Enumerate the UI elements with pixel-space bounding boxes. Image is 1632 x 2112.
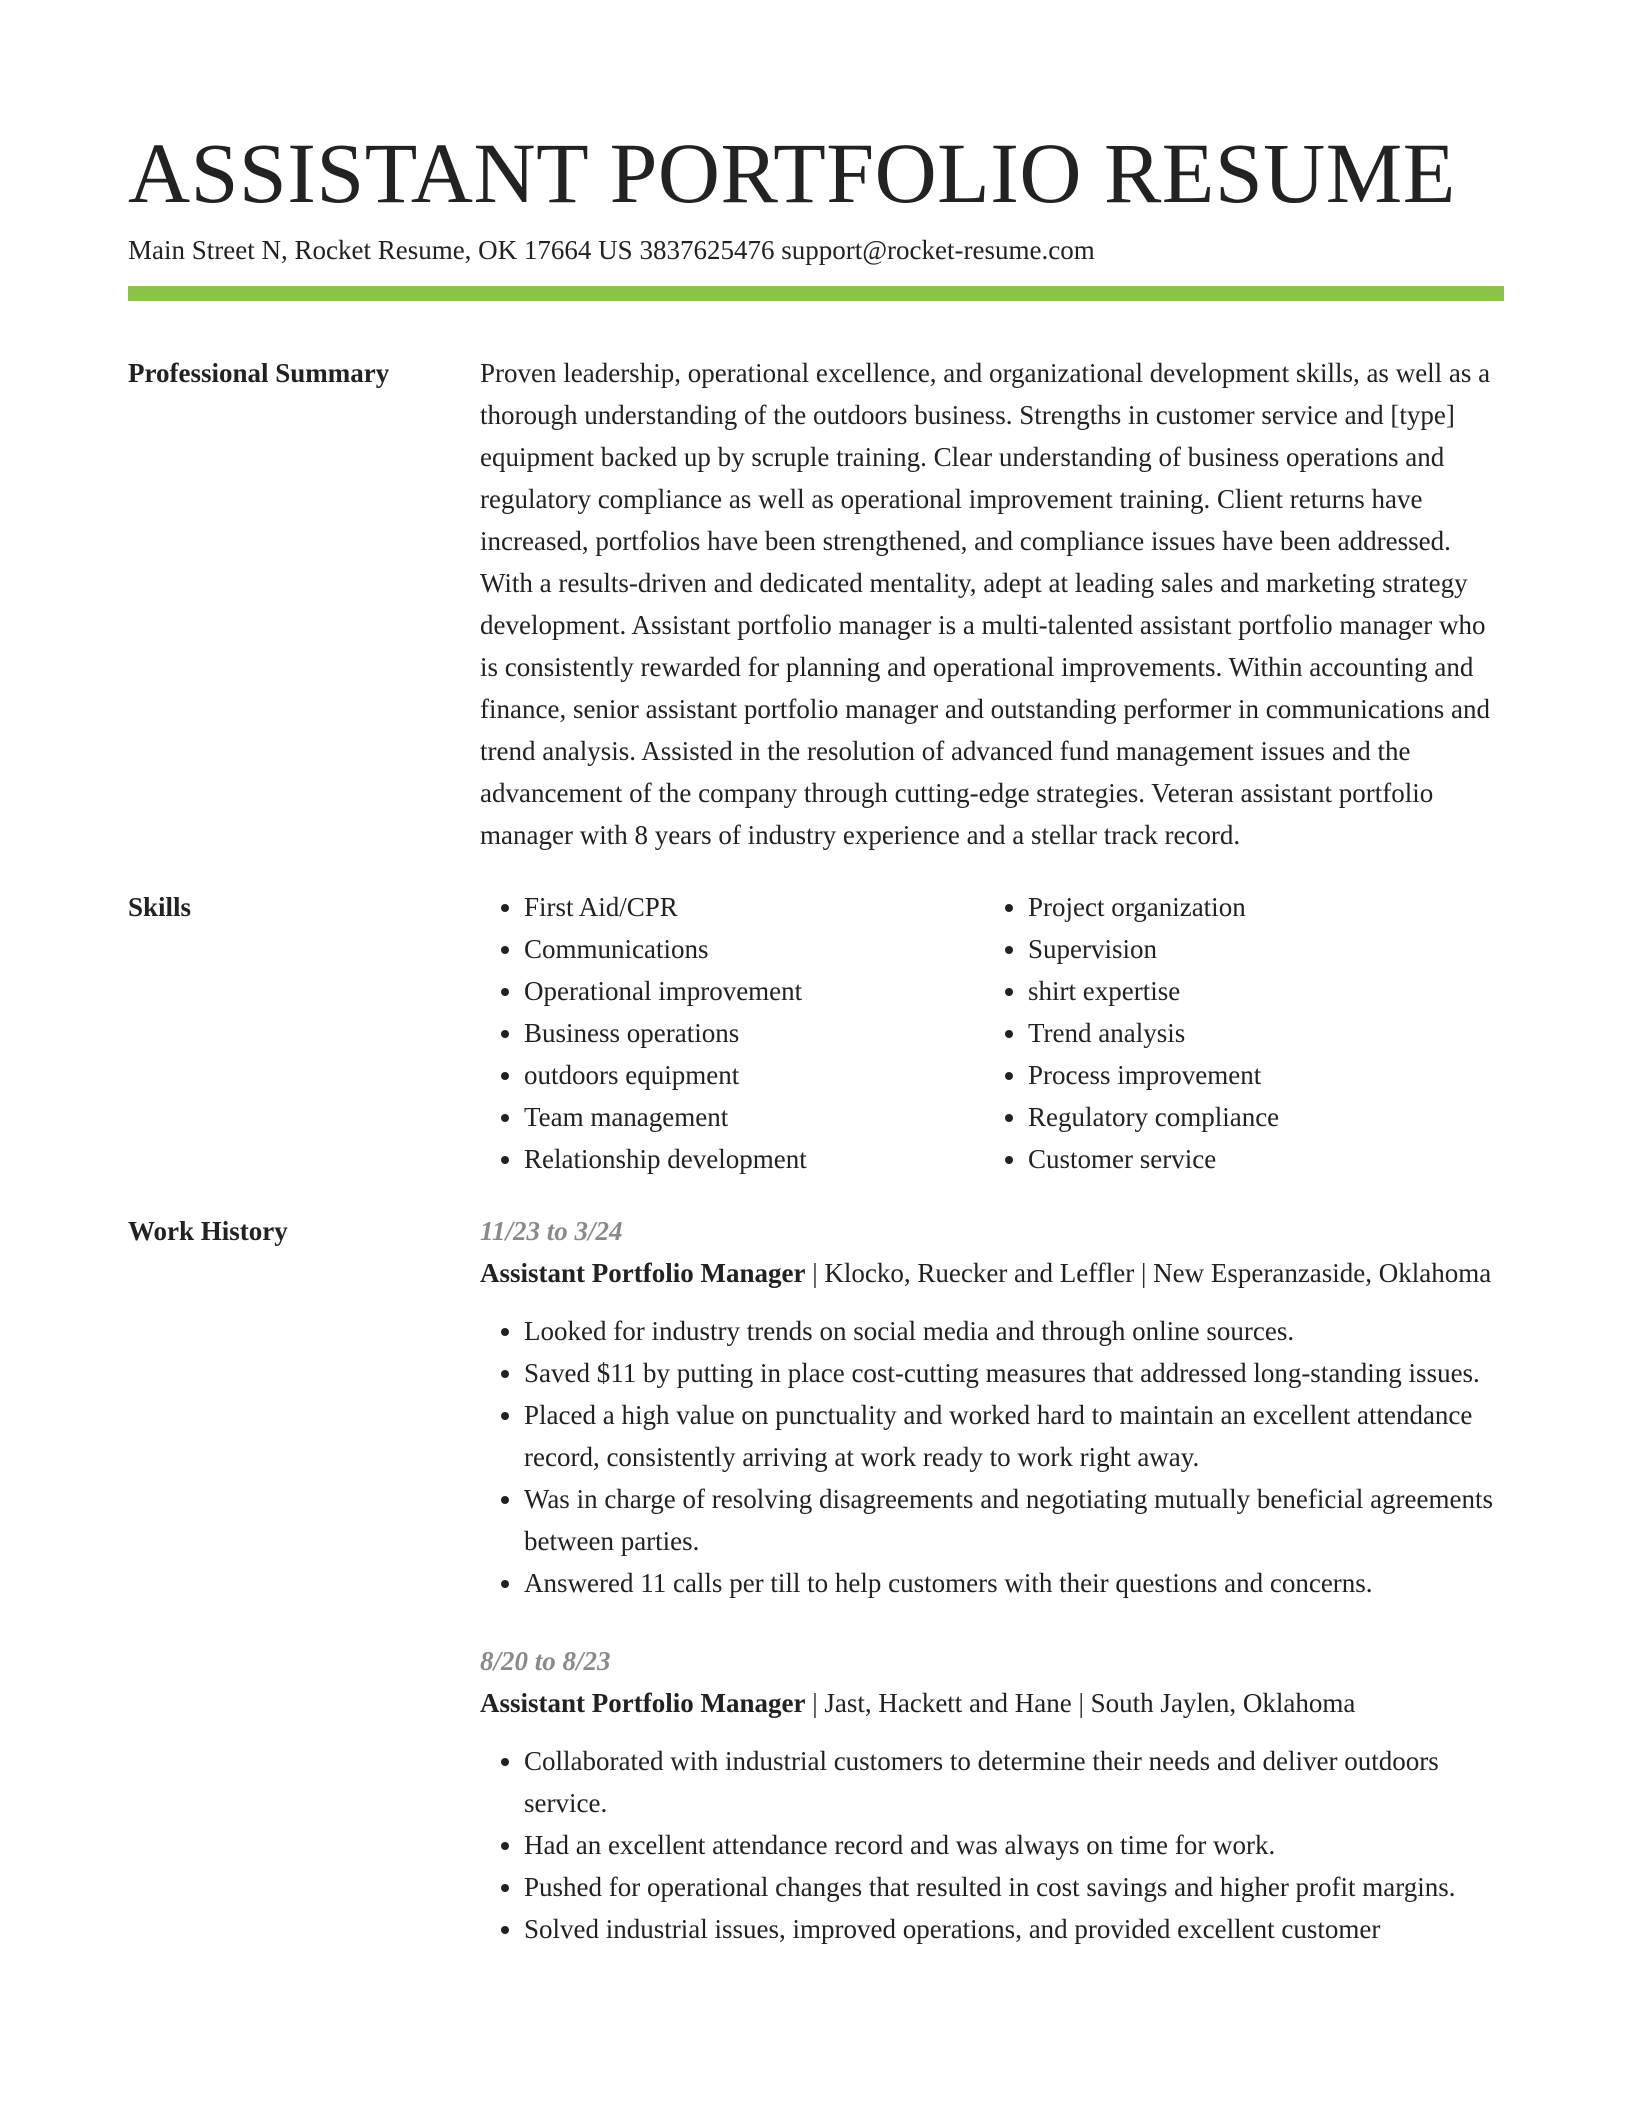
skill-item: • Team management — [524, 1096, 984, 1138]
job-bullets — [480, 1740, 1504, 1950]
skill-item: • Supervision — [1028, 928, 1488, 970]
skills-columns — [480, 886, 1504, 1180]
skills-column-left — [480, 886, 984, 1180]
job-bullet: • Pushed for operational changes that resulted in cost savings and higher profit margins. — [524, 1866, 1504, 1908]
skill-item: • First Aid/CPR — [524, 886, 984, 928]
skill-item: • Trend analysis — [1028, 1012, 1488, 1054]
skills-column-right — [984, 886, 1488, 1180]
job-bullet: • Was in charge of resolving disagreements and negotiating mutually beneficial agreements between parties. — [524, 1478, 1504, 1562]
skill-item: • shirt expertise — [1028, 970, 1488, 1012]
summary-heading: Professional Summary — [128, 358, 390, 388]
job-details: | Jast, Hackett and Hane | South Jaylen, Oklahoma — [805, 1688, 1356, 1718]
skill-item: • Business operations — [524, 1012, 984, 1054]
job-bullet: • Solved industrial issues, improved operations, and provided excellent customer — [524, 1908, 1504, 1950]
summary-body — [480, 352, 1504, 856]
work-history-body — [480, 1210, 1504, 1986]
job-title-line — [480, 1682, 1504, 1724]
job-entry — [480, 1640, 1504, 1950]
job-bullet: • Placed a high value on punctuality and worked hard to maintain an excellent attendance record, consistently arriving at work ready to work right away. — [524, 1394, 1504, 1478]
job-entry — [480, 1210, 1504, 1604]
resume-sections — [128, 352, 1504, 1986]
job-dates: 11/23 to 3/24 — [480, 1216, 623, 1246]
job-bullet: • Answered 11 calls per till to help customers with their questions and concerns. — [524, 1562, 1504, 1604]
summary-section — [128, 352, 1504, 856]
skill-item: • Customer service — [1028, 1138, 1488, 1180]
contact-line: Main Street N, Rocket Resume, OK 17664 US 3837625476 support@rocket-resume.com — [128, 235, 1095, 265]
job-details: | Klocko, Ruecker and Leffler | New Esperanzaside, Oklahoma — [805, 1258, 1492, 1288]
job-bullet: • Saved $11 by putting in place cost-cutting measures that addressed long-standing issues. — [524, 1352, 1504, 1394]
job-bullet: • Collaborated with industrial customers to determine their needs and deliver outdoors service. — [524, 1740, 1504, 1824]
job-bullet: • Looked for industry trends on social media and through online sources. — [524, 1310, 1504, 1352]
job-title-line — [480, 1252, 1504, 1294]
skill-item: • Communications — [524, 928, 984, 970]
skill-item: • Project organization — [1028, 886, 1488, 928]
skill-item: • outdoors equipment — [524, 1054, 984, 1096]
skill-item: • Operational improvement — [524, 970, 984, 1012]
job-title: Assistant Portfolio Manager — [480, 1258, 806, 1288]
skills-section — [128, 886, 1504, 1180]
job-bullet: • Had an excellent attendance record and was always on time for work. — [524, 1824, 1504, 1866]
job-dates: 8/20 to 8/23 — [480, 1646, 611, 1676]
skill-item: • Relationship development — [524, 1138, 984, 1180]
accent-divider — [128, 286, 1504, 301]
resume-title: ASSISTANT PORTFOLIO RESUME — [128, 125, 1456, 221]
job-title: Assistant Portfolio Manager — [480, 1688, 806, 1718]
work-history-section — [128, 1210, 1504, 1986]
skills-heading: Skills — [128, 892, 192, 922]
skills-body — [480, 886, 1504, 1180]
work-history-heading: Work History — [128, 1216, 288, 1246]
summary-text: Proven leadership, operational excellence, and organizational development skills, as well as a thorough understanding of the outdoors business. Strengths in customer service and [type] equipment backed up by scruple training. Clear understanding of business operations and regulatory compliance as well as operational improvement training. Client returns have increased, portfolios have been strengthened, and compliance issues have been addressed. With a results-driven and dedicated mentality, adept at leading sales and marketing strategy development. Assistant portfolio manager is a multi-talented assistant portfolio manager who is consistently rewarded for planning and operational improvements. Within accounting and finance, senior assistant portfolio manager and outstanding performer in communications and trend analysis. Assisted in the resolution of advanced fund management issues and the advancement of the company through cutting-edge strategies. Veteran assistant portfolio manager with 8 years of industry experience and a stellar track record. — [480, 358, 1491, 850]
skill-item: • Process improvement — [1028, 1054, 1488, 1096]
job-bullets — [480, 1310, 1504, 1604]
skill-item: • Regulatory compliance — [1028, 1096, 1488, 1138]
